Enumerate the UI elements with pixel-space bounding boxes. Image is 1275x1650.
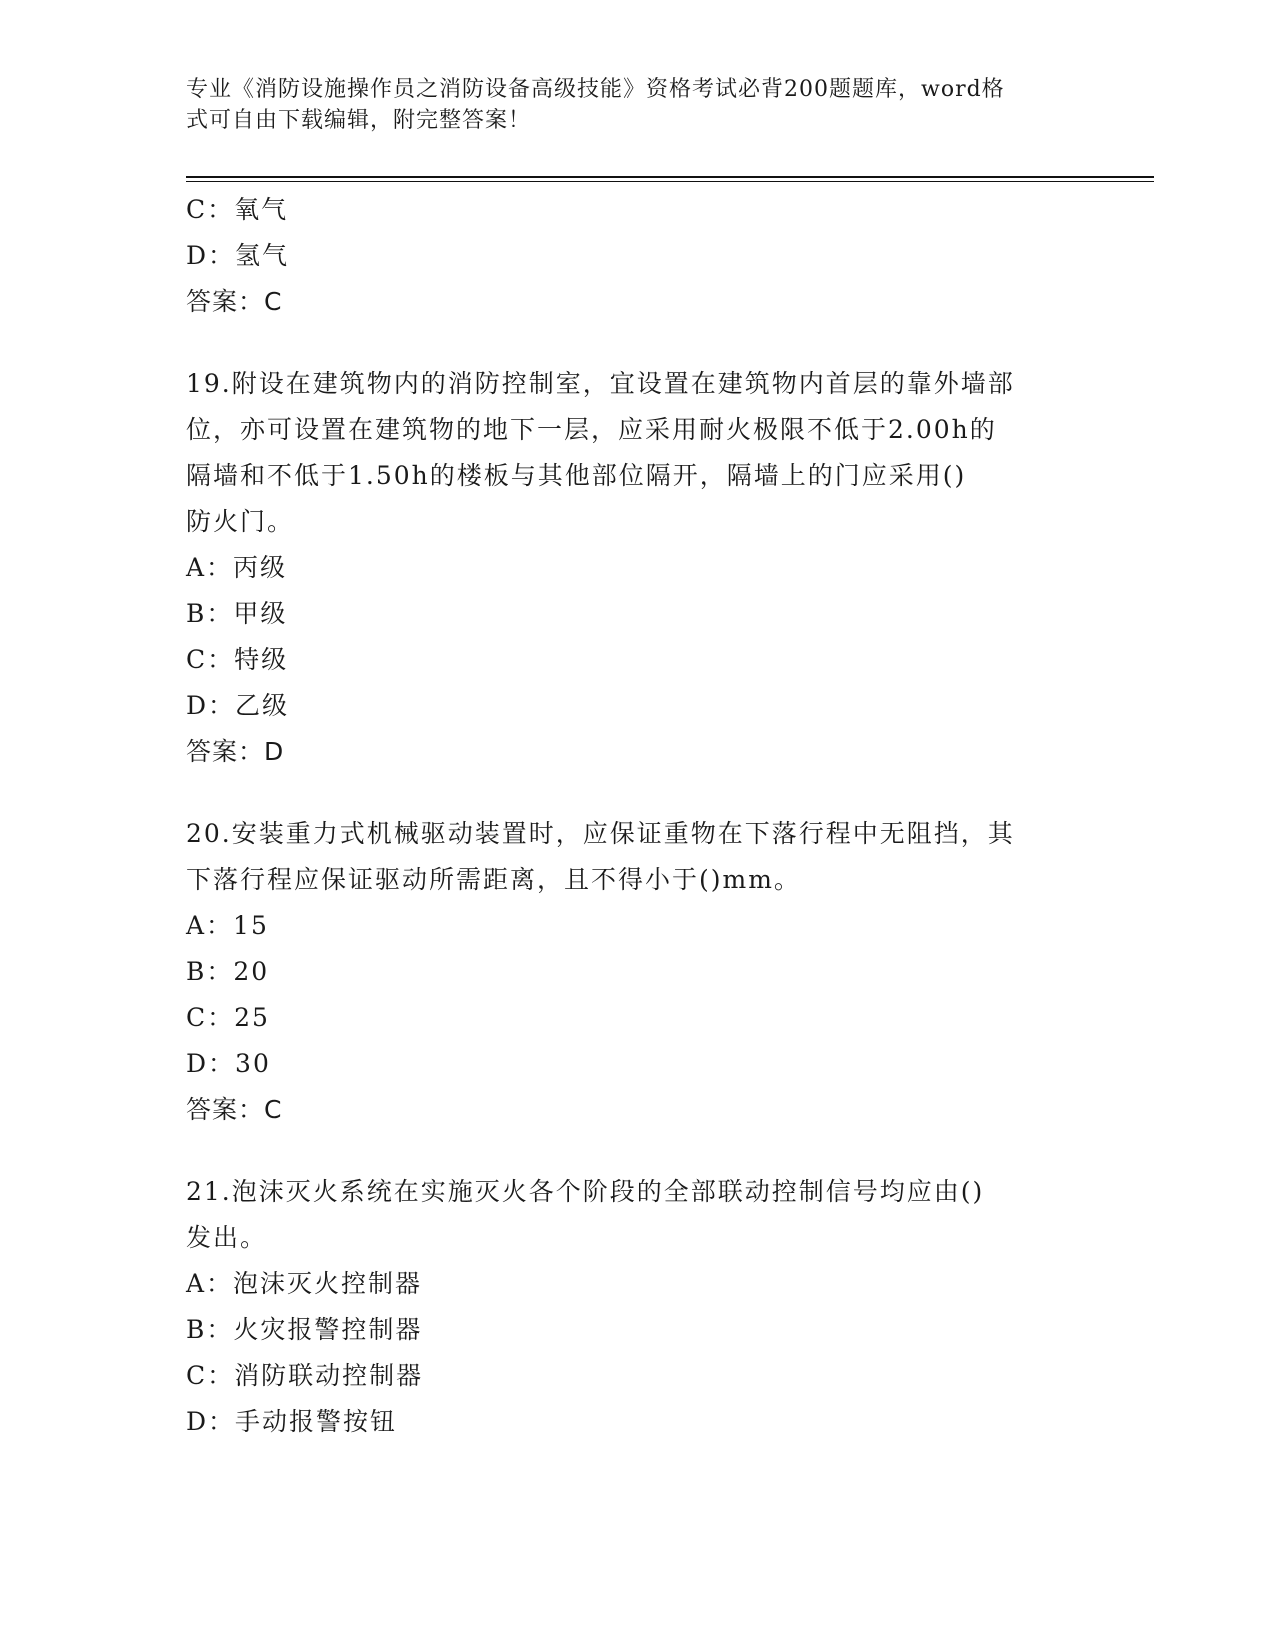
option-c: C：25 — [186, 1003, 270, 1032]
stem-line: 防火门。 — [186, 507, 295, 536]
header-divider-thin — [186, 181, 1154, 182]
question-stem — [186, 361, 1066, 545]
document-header — [186, 74, 1066, 136]
answer-line: 答案：C — [186, 287, 283, 316]
option-d: D：手动报警按钮 — [186, 1407, 398, 1436]
question-stem — [186, 1169, 1066, 1261]
stem-line: 隔墙和不低于1.50h的楼板与其他部位隔开，隔墙上的门应采用() — [186, 461, 967, 490]
option-a: A：15 — [186, 911, 269, 940]
option-b: B：20 — [186, 957, 270, 986]
header-line-2: 式可自由下载编辑，附完整答案！ — [186, 108, 532, 133]
question-18-tail — [186, 187, 1086, 325]
option-d: D：30 — [186, 1049, 271, 1078]
option-d: D：氢气 — [186, 241, 290, 270]
question-21 — [186, 1169, 1086, 1445]
stem-line: 下落行程应保证驱动所需距离，且不得小于()mm。 — [186, 865, 801, 894]
question-20 — [186, 811, 1086, 1133]
option-b: B：甲级 — [186, 599, 288, 628]
stem-line: 位，亦可设置在建筑物的地下一层，应采用耐火极限不低于2.00h的 — [186, 415, 997, 444]
header-line-1: 专业《消防设施操作员之消防设备高级技能》资格考试必背200题题库，word格 — [186, 77, 1005, 102]
option-b: B：火灾报警控制器 — [186, 1315, 423, 1344]
option-d: D：乙级 — [186, 691, 290, 720]
question-stem — [186, 811, 1066, 903]
option-c: C：特级 — [186, 645, 289, 674]
answer-line: 答案：D — [186, 737, 285, 766]
option-c: C：消防联动控制器 — [186, 1361, 424, 1390]
stem-line: 19.附设在建筑物内的消防控制室，宜设置在建筑物内首层的靠外墙部 — [186, 369, 1015, 398]
stem-line: 20.安装重力式机械驱动装置时，应保证重物在下落行程中无阻挡，其 — [186, 819, 1015, 848]
stem-line: 发出。 — [186, 1223, 268, 1252]
option-a: A：泡沫灭火控制器 — [186, 1269, 423, 1298]
header-divider-thick — [186, 176, 1154, 178]
option-c: C：氧气 — [186, 195, 289, 224]
question-19 — [186, 361, 1086, 775]
option-a: A：丙级 — [186, 553, 288, 582]
stem-line: 21.泡沫灭火系统在实施灭火各个阶段的全部联动控制信号均应由() — [186, 1177, 985, 1206]
answer-line: 答案：C — [186, 1095, 283, 1124]
document-body — [186, 187, 1086, 1445]
